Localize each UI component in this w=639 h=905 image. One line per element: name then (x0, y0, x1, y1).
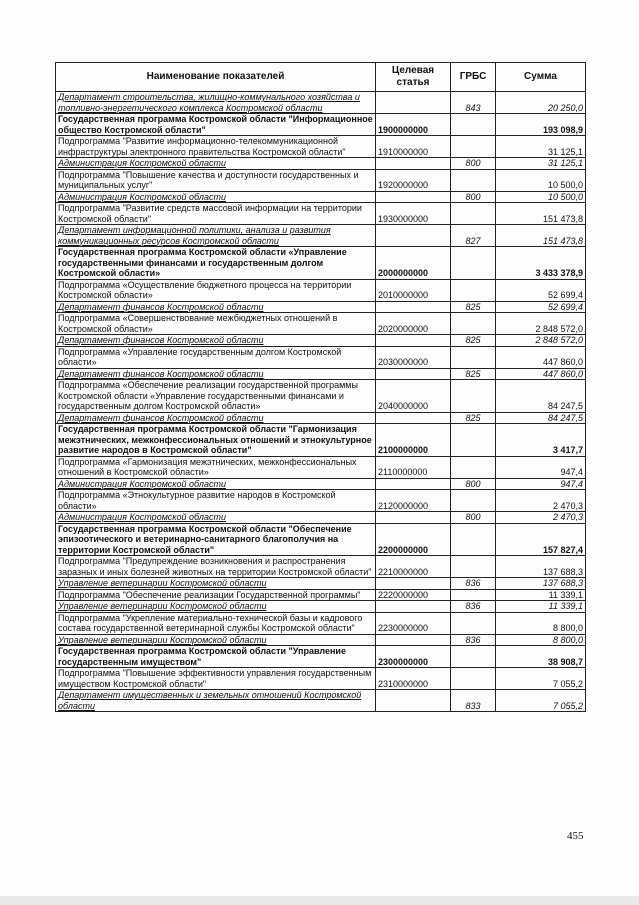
row-grbs-cell (451, 169, 496, 191)
row-sum-cell: 947,4 (496, 456, 586, 478)
subprogram-row (56, 556, 586, 578)
subprogram-row (56, 313, 586, 335)
department-row (56, 478, 586, 490)
row-sum-cell: 2 848 572,0 (496, 335, 586, 347)
row-sum-cell: 151 473,8 (496, 203, 586, 225)
row-name-cell: Департамент финансов Костромской области (56, 368, 376, 380)
row-sum-cell: 31 125,1 (496, 158, 586, 170)
row-grbs-cell (451, 380, 496, 413)
row-sum-cell: 3 417,7 (496, 424, 586, 457)
row-grbs-cell (451, 490, 496, 512)
subprogram-row (56, 612, 586, 634)
department-row (56, 634, 586, 646)
row-code-cell: 2120000000 (376, 490, 451, 512)
row-grbs-cell (451, 523, 496, 556)
row-code-cell (376, 512, 451, 524)
row-code-cell: 1930000000 (376, 203, 451, 225)
row-grbs-cell: 833 (451, 690, 496, 712)
row-code-cell: 2210000000 (376, 556, 451, 578)
program-row (56, 424, 586, 457)
row-name-cell: Подпрограмма "Повышение качества и доступности государственных и муниципальных услуг" (56, 169, 376, 191)
department-row (56, 301, 586, 313)
row-sum-cell: 52 699,4 (496, 301, 586, 313)
row-sum-cell: 137 688,3 (496, 556, 586, 578)
department-row (56, 92, 586, 114)
row-grbs-cell (451, 646, 496, 668)
header-grbs: ГРБС (451, 63, 496, 92)
row-name-cell: Управление ветеринарии Костромской области (56, 578, 376, 590)
row-name-cell: Государственная программа Костромской области "Гармонизация межэтнических, межконфессиональных отношений и этнокультурное развитие народов в Костромской области" (56, 424, 376, 457)
row-sum-cell: 84 247,5 (496, 380, 586, 413)
row-grbs-cell (451, 612, 496, 634)
table-body (56, 92, 586, 712)
row-grbs-cell: 825 (451, 301, 496, 313)
row-name-cell: Администрация Костромской области (56, 191, 376, 203)
department-row (56, 158, 586, 170)
department-row (56, 412, 586, 424)
row-code-cell (376, 578, 451, 590)
row-grbs-cell (451, 424, 496, 457)
department-row (56, 578, 586, 590)
row-code-cell (376, 478, 451, 490)
row-sum-cell: 137 688,3 (496, 578, 586, 590)
row-sum-cell: 447 860,0 (496, 346, 586, 368)
row-name-cell: Подпрограмма «Обеспечение реализации государственной программы Костромской области «Управление государственными финансами и государственным долгом Костромской области» (56, 380, 376, 413)
row-sum-cell: 8 800,0 (496, 612, 586, 634)
row-name-cell: Администрация Костромской области (56, 158, 376, 170)
row-code-cell (376, 335, 451, 347)
row-sum-cell: 11 339,1 (496, 601, 586, 613)
row-code-cell: 2040000000 (376, 380, 451, 413)
subprogram-row (56, 456, 586, 478)
row-grbs-cell: 836 (451, 634, 496, 646)
row-code-cell: 2200000000 (376, 523, 451, 556)
row-code-cell (376, 368, 451, 380)
row-code-cell: 2220000000 (376, 589, 451, 601)
row-grbs-cell (451, 589, 496, 601)
row-code-cell (376, 412, 451, 424)
row-code-cell (376, 92, 451, 114)
subprogram-row (56, 668, 586, 690)
row-name-cell: Департамент строительства, жилищно-коммунального хозяйства и топливно-энергетического комплекса Костромской области (56, 92, 376, 114)
row-sum-cell: 7 055,2 (496, 690, 586, 712)
row-name-cell: Подпрограмма "Развитие средств массовой информации на территории Костромской области" (56, 203, 376, 225)
row-name-cell: Администрация Костромской области (56, 512, 376, 524)
row-sum-cell: 31 125,1 (496, 136, 586, 158)
row-code-cell (376, 191, 451, 203)
row-sum-cell: 2 470,3 (496, 490, 586, 512)
row-grbs-cell: 825 (451, 412, 496, 424)
header-code: Целевая статья (376, 63, 451, 92)
row-grbs-cell (451, 668, 496, 690)
row-sum-cell: 447 860,0 (496, 368, 586, 380)
row-name-cell: Государственная программа Костромской области «Управление государственными финансами и государственным долгом Костромской области» (56, 247, 376, 280)
row-code-cell: 2000000000 (376, 247, 451, 280)
row-name-cell: Управление ветеринарии Костромской области (56, 601, 376, 613)
row-name-cell: Подпрограмма «Совершенствование межбюджетных отношений в Костромской области» (56, 313, 376, 335)
row-sum-cell: 84 247,5 (496, 412, 586, 424)
subprogram-row (56, 380, 586, 413)
subprogram-row (56, 279, 586, 301)
row-code-cell (376, 601, 451, 613)
scan-bottom-edge (0, 896, 639, 905)
row-grbs-cell: 843 (451, 92, 496, 114)
row-name-cell: Подпрограмма «Осуществление бюджетного процесса на территории Костромской области» (56, 279, 376, 301)
row-name-cell: Департамент финансов Костромской области (56, 335, 376, 347)
row-sum-cell: 11 339,1 (496, 589, 586, 601)
row-grbs-cell: 825 (451, 335, 496, 347)
row-code-cell: 2020000000 (376, 313, 451, 335)
row-code-cell: 1920000000 (376, 169, 451, 191)
row-name-cell: Подпрограмма "Развитие информационно-телекоммуникационной инфраструктуры электронного правительства Костромской области" (56, 136, 376, 158)
page-number: 455 (567, 830, 584, 842)
row-code-cell (376, 225, 451, 247)
row-sum-cell: 38 908,7 (496, 646, 586, 668)
row-sum-cell: 193 098,9 (496, 114, 586, 136)
header-sum: Сумма (496, 63, 586, 92)
row-code-cell (376, 158, 451, 170)
row-grbs-cell: 800 (451, 158, 496, 170)
row-name-cell: Подпрограмма "Предупреждение возникновения и распространения заразных и иных болезней животных на территории Костромской области" (56, 556, 376, 578)
row-code-cell: 2310000000 (376, 668, 451, 690)
row-code-cell: 2230000000 (376, 612, 451, 634)
row-sum-cell: 20 250,0 (496, 92, 586, 114)
row-grbs-cell: 800 (451, 512, 496, 524)
department-row (56, 601, 586, 613)
department-row (56, 690, 586, 712)
row-code-cell: 2110000000 (376, 456, 451, 478)
subprogram-row (56, 136, 586, 158)
program-row (56, 114, 586, 136)
row-grbs-cell (451, 279, 496, 301)
row-sum-cell: 10 500,0 (496, 191, 586, 203)
subprogram-row (56, 169, 586, 191)
row-code-cell (376, 634, 451, 646)
row-name-cell: Государственная программа Костромской области "Информационное общество Костромской области" (56, 114, 376, 136)
department-row (56, 368, 586, 380)
subprogram-row (56, 589, 586, 601)
row-name-cell: Управление ветеринарии Костромской области (56, 634, 376, 646)
row-sum-cell: 3 433 378,9 (496, 247, 586, 280)
table-header-row (56, 63, 586, 92)
row-name-cell: Департамент финансов Костромской области (56, 301, 376, 313)
row-name-cell: Подпрограмма "Укрепление материально-технической базы и кадрового состава государственной ветеринарной службы Костромской области" (56, 612, 376, 634)
row-grbs-cell (451, 346, 496, 368)
row-code-cell: 2300000000 (376, 646, 451, 668)
subprogram-row (56, 490, 586, 512)
row-grbs-cell: 825 (451, 368, 496, 380)
row-name-cell: Подпрограмма «Гармонизация межэтнических, межконфессиональных отношений в Костромской области» (56, 456, 376, 478)
program-row (56, 247, 586, 280)
row-grbs-cell (451, 203, 496, 225)
row-code-cell: 2030000000 (376, 346, 451, 368)
row-name-cell: Администрация Костромской области (56, 478, 376, 490)
department-row (56, 225, 586, 247)
row-sum-cell: 10 500,0 (496, 169, 586, 191)
row-name-cell: Государственная программа Костромской области "Управление государственным имуществом" (56, 646, 376, 668)
row-code-cell: 1910000000 (376, 136, 451, 158)
row-code-cell: 1900000000 (376, 114, 451, 136)
row-sum-cell: 157 827,4 (496, 523, 586, 556)
row-grbs-cell: 827 (451, 225, 496, 247)
row-name-cell: Департамент имущественных и земельных отношений Костромской области (56, 690, 376, 712)
row-code-cell: 2010000000 (376, 279, 451, 301)
budget-table (55, 62, 586, 712)
subprogram-row (56, 346, 586, 368)
row-name-cell: Департамент информационной политики, анализа и развития коммуникационных ресурсов Костромской области (56, 225, 376, 247)
row-grbs-cell (451, 556, 496, 578)
row-grbs-cell (451, 456, 496, 478)
row-grbs-cell: 836 (451, 601, 496, 613)
row-name-cell: Подпрограмма "Повышение эффективности управления государственным имуществом Костромской области" (56, 668, 376, 690)
row-grbs-cell (451, 313, 496, 335)
row-grbs-cell: 800 (451, 478, 496, 490)
program-row (56, 523, 586, 556)
row-code-cell: 2100000000 (376, 424, 451, 457)
row-grbs-cell (451, 114, 496, 136)
row-grbs-cell: 836 (451, 578, 496, 590)
department-row (56, 335, 586, 347)
row-grbs-cell (451, 247, 496, 280)
row-sum-cell: 7 055,2 (496, 668, 586, 690)
row-code-cell (376, 690, 451, 712)
row-sum-cell: 2 470,3 (496, 512, 586, 524)
row-sum-cell: 8 800,0 (496, 634, 586, 646)
header-name: Наименование показателей (56, 63, 376, 92)
program-row (56, 646, 586, 668)
subprogram-row (56, 203, 586, 225)
row-grbs-cell (451, 136, 496, 158)
row-sum-cell: 947,4 (496, 478, 586, 490)
row-name-cell: Департамент финансов Костромской области (56, 412, 376, 424)
row-sum-cell: 2 848 572,0 (496, 313, 586, 335)
row-grbs-cell: 800 (451, 191, 496, 203)
row-name-cell: Подпрограмма "Обеспечение реализации Государственной программы" (56, 589, 376, 601)
row-name-cell: Подпрограмма «Этнокультурное развитие народов в Костромской области» (56, 490, 376, 512)
row-sum-cell: 52 699,4 (496, 279, 586, 301)
row-sum-cell: 151 473,8 (496, 225, 586, 247)
row-code-cell (376, 301, 451, 313)
department-row (56, 191, 586, 203)
department-row (56, 512, 586, 524)
row-name-cell: Подпрограмма «Управление государственным долгом Костромской области» (56, 346, 376, 368)
row-name-cell: Государственная программа Костромской области "Обеспечение эпизоотического и ветеринарно-санитарного благополучия на территории Костромской области" (56, 523, 376, 556)
